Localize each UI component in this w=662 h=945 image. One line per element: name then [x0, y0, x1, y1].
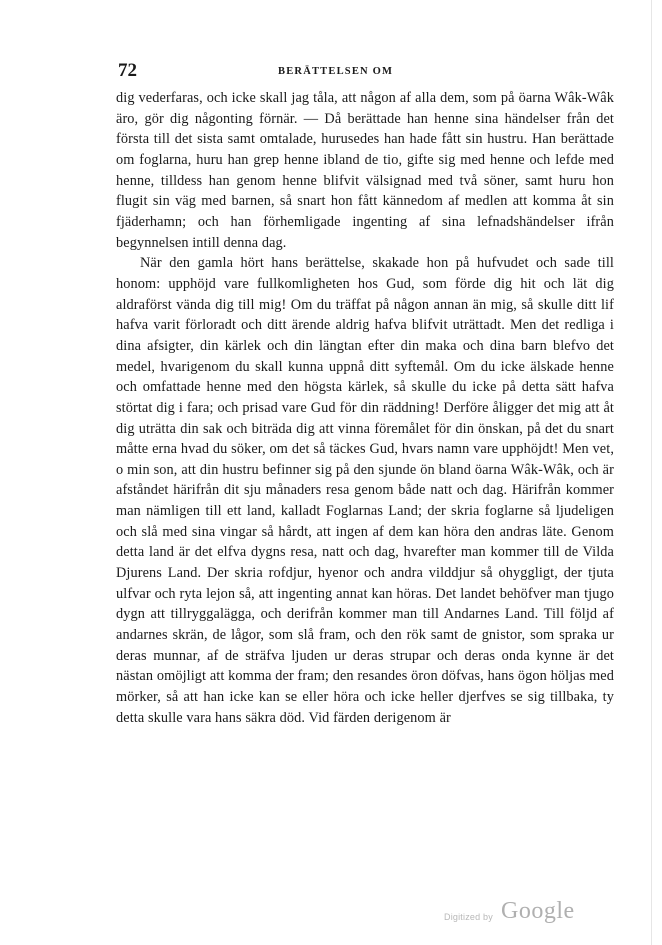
paragraph-continued: dig vederfaras, och icke skall jag tåla, att någon af alla dem, som på öarna Wâk-Wâk äro, gör dig någonting förnär. — Då berättade han henne sina händelser från det första till det sista samt omtalade, hurusedes han hade fått sin hustru. Han berättade om foglarna, huru han grep henne ibland de tio, gifte sig med henne och lefde med henne, tilldess han genom henne blifvit välsignad med två söner, samt huru hon flugit sin väg med barnen, så snart hon fått kännedom af medlen att komma åt sin fjäderhamn; och han förhemligade ingenting af sina lefnadshändelser ifrån begynnelsen intill denna dag.: [116, 90, 614, 251]
page-header: [118, 60, 618, 82]
paragraph: När den gamla hört hans berättelse, skakade hon på hufvudet och sade till honom: upphöjd vare fullkomligheten hos Gud, som förde dig hit och lät dig aldraförst vända dig till mig! Om du träffat på någon annan än mig, så skulle ditt lif hafva varit förloradt och ditt ärende aldrig hafva blifvit uträttadt. Men det redliga i dina afsigter, din kärlek och din längtan efter din maka och dina barn blefvo det medel, hvarigenom du skall kunna uppnå ditt syftemål. Om du icke älskade henne och omfattade henne med den högsta kärlek, så skulle du icke på detta sätt hafva störtat dig i fara; och prisad vare Gud för din räddning! Derföre åligger det mig att åt dig uträtta din sak och biträda dig att vinna föremålet för din önskan, på det du snart måtte erna hvad du söker, om det så täckes Gud, hvars namn vare upphöjdt! Men vet, o min son, att din hustru befinner sig på den sjunde ön bland öarna Wâk-Wâk, och är afståndet härifrån dit sju månaders resa genom både natt och dag. Härifrån kommer man nämligen till ett land, kalladt Foglarnas Land; der skria foglarne så ljudeligen och slå med sina vingar så hårdt, att ingen af dem kan höra den andras läte. Genom detta land är det elfva dygns resa, natt och dag, hvarefter man kommer till de Vilda Djurens Land. Der skria rofdjur, hyenor och andra vilddjur så ohyggligt, der tjuta ulfvar och ryta lejon så, att ingenting annat kan höras. Det landet behöfver man tjugo dygn att tillryggalägga, och derifrån kommer man till Andarnes Land. Till följd af andarnes skrän, de lågor, som slå fram, och den rök samt de gnistor, som spraka ur deras munnar, af de sträfva ljuden ur deras strupar och deras onda kynne är det nästan omöjligt att komma der fram; den resandes öron döfvas, hans ögon höljas med mörker, så att han icke kan se eller höra och icke heller djerfves se sig tillbaka, ty detta skulle vara hans säkra död. Vid färden derigenom är: [116, 255, 614, 726]
body-text: [116, 88, 614, 728]
google-logo: Google: [501, 898, 575, 924]
running-head: BERÄTTELSEN OM: [278, 66, 394, 77]
watermark-digitized-by: Digitized by: [444, 912, 493, 922]
google-watermark: [444, 898, 604, 928]
page-edge-line: [651, 0, 652, 945]
page-number: 72: [118, 60, 137, 81]
